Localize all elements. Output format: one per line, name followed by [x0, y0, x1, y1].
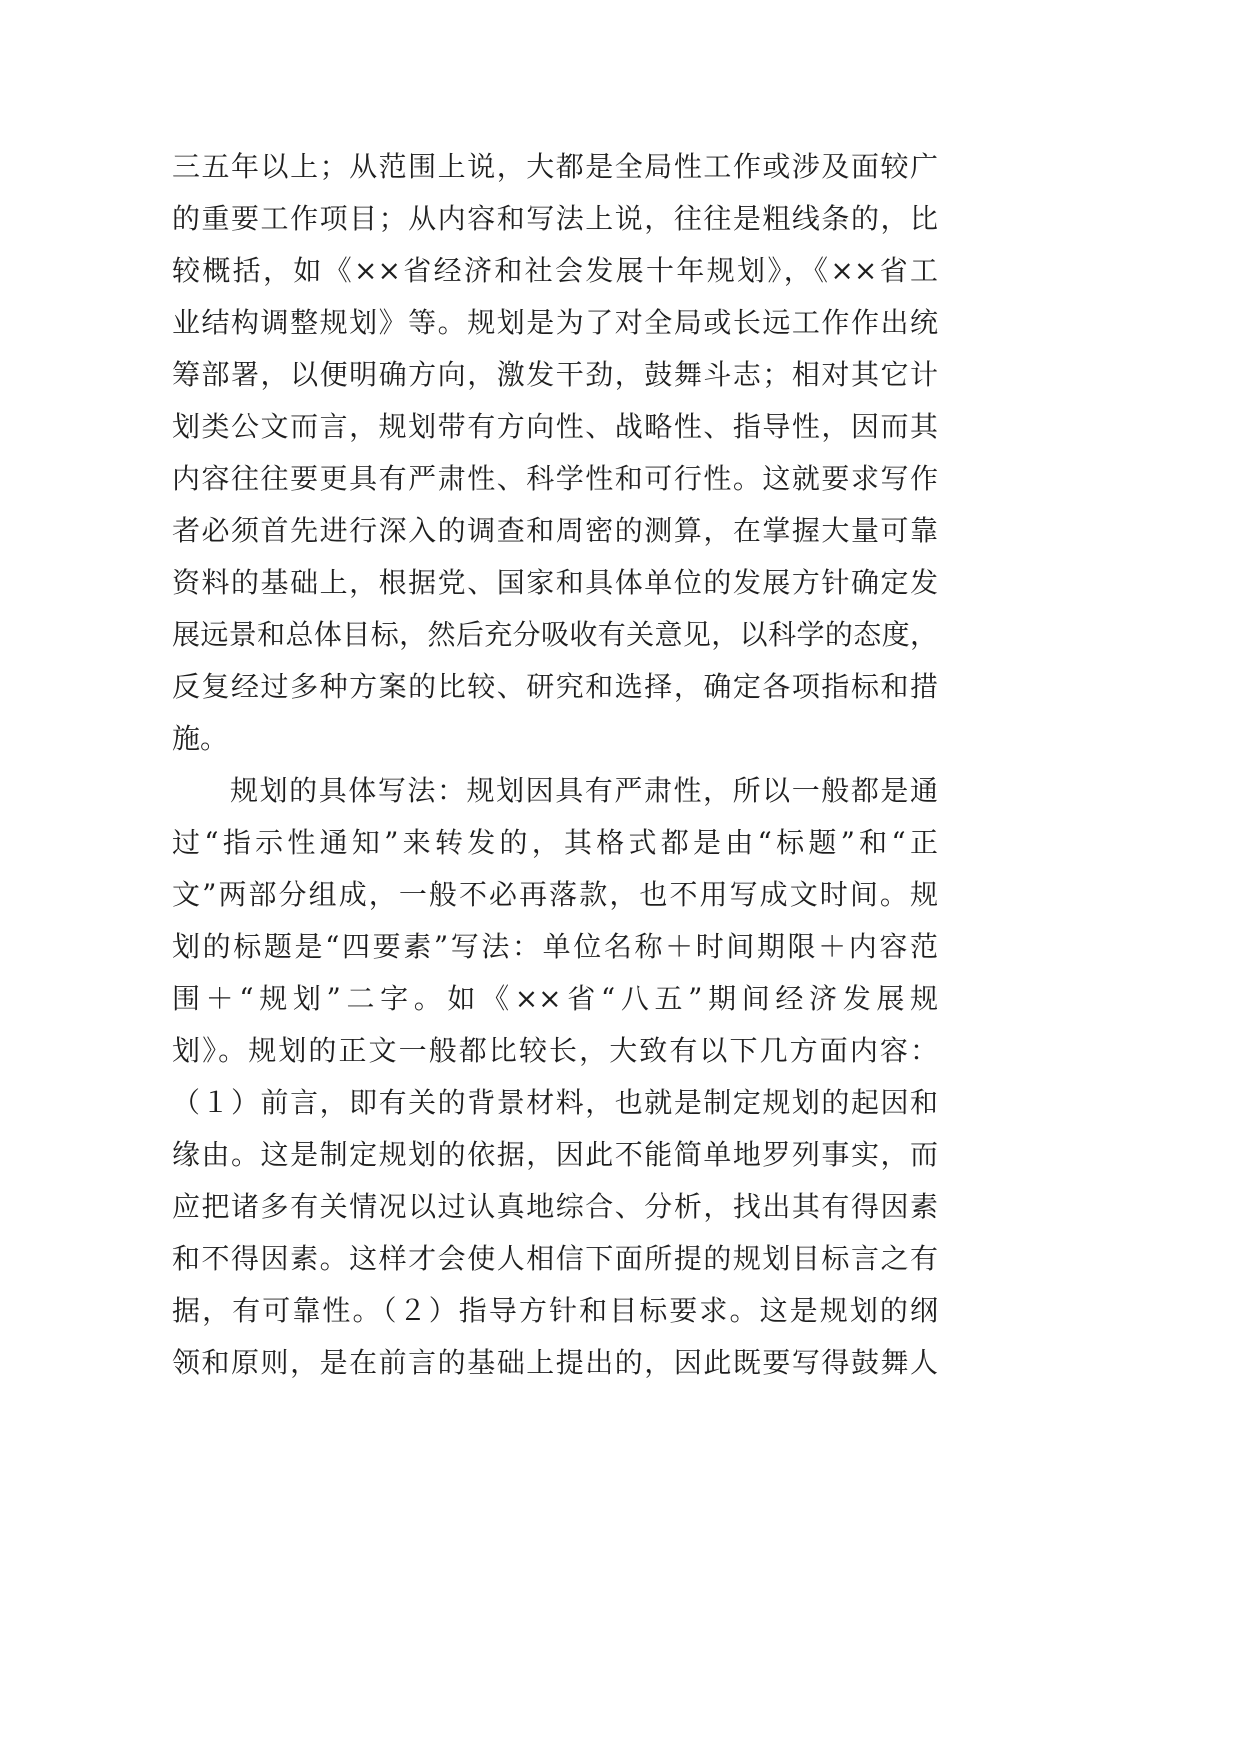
text-line: 施。 — [172, 722, 229, 755]
text-line: 和不得因素。这样才会使人相信下面所提的规划目标言之有 — [172, 1242, 938, 1275]
text-line: 者必须首先进行深入的调查和周密的测算，在掌握大量可靠 — [172, 514, 938, 547]
document-body — [172, 141, 938, 1389]
text-line: 划的标题是“四要素”写法：单位名称＋时间期限＋内容范 — [172, 930, 938, 963]
text-line: 文”两部分组成，一般不必再落款，也不用写成文时间。规 — [172, 878, 938, 911]
text-line: 领和原则，是在前言的基础上提出的，因此既要写得鼓舞人 — [172, 1346, 938, 1379]
text-line: 较概括，如《××省经济和社会发展十年规划》，《××省工 — [172, 254, 938, 287]
text-line: 据，有可靠性。（２）指导方针和目标要求。这是规划的纲 — [172, 1294, 938, 1327]
text-line: 缘由。这是制定规划的依据，因此不能简单地罗列事实，而 — [172, 1138, 938, 1171]
text-line: 展远景和总体目标，然后充分吸收有关意见，以科学的态度， — [172, 618, 938, 651]
paragraph-2 — [172, 765, 938, 1389]
text-line: 划》。规划的正文一般都比较长，大致有以下几方面内容： — [172, 1034, 938, 1067]
text-line: 内容往往要更具有严肃性、科学性和可行性。这就要求写作 — [172, 462, 938, 495]
text-line: 的重要工作项目；从内容和写法上说，往往是粗线条的，比 — [172, 202, 938, 235]
paragraph-1 — [172, 141, 938, 765]
text-line: 规划的具体写法：规划因具有严肃性，所以一般都是通 — [230, 774, 938, 807]
text-line: 围＋“规划”二字。如《××省“八五”期间经济发展规 — [172, 982, 938, 1015]
text-line: 业结构调整规划》等。规划是为了对全局或长远工作作出统 — [172, 306, 938, 339]
text-line: 过“指示性通知”来转发的，其格式都是由“标题”和“正 — [172, 826, 938, 859]
text-line: 反复经过多种方案的比较、研究和选择，确定各项指标和措 — [172, 670, 938, 703]
text-line: 三五年以上；从范围上说，大都是全局性工作或涉及面较广 — [172, 150, 938, 183]
text-line: 划类公文而言，规划带有方向性、战略性、指导性，因而其 — [172, 410, 938, 443]
text-line: 资料的基础上，根据党、国家和具体单位的发展方针确定发 — [172, 566, 938, 599]
text-line: 应把诸多有关情况以过认真地综合、分析，找出其有得因素 — [172, 1190, 938, 1223]
text-line: （１）前言，即有关的背景材料，也就是制定规划的起因和 — [172, 1086, 938, 1119]
text-line: 筹部署，以便明确方向，激发干劲，鼓舞斗志；相对其它计 — [172, 358, 938, 391]
